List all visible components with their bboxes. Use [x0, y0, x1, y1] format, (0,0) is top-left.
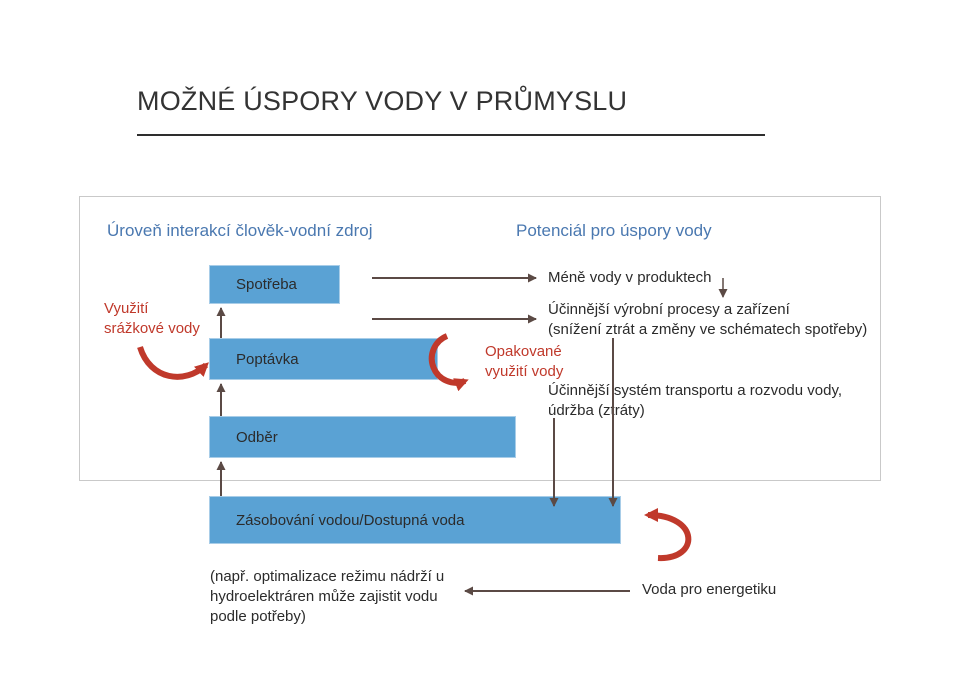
potential-transport-line-2: údržba (ztráty) — [548, 402, 645, 419]
box-poptavka-label: Poptávka — [236, 350, 299, 368]
potential-less-water: Méně vody v produktech — [548, 269, 712, 286]
note-line-3: podle potřeby) — [210, 608, 306, 625]
potential-efficient-processes-line-2: (snížení ztrát a změny ve schématech spotřeby) — [548, 321, 868, 338]
reuse-line-2: využití vody — [485, 363, 564, 380]
energy-curved-arrow — [648, 515, 688, 558]
header-interaction-levels: Úroveň interakcí člověk-vodní zdroj — [107, 221, 373, 240]
box-odber-label: Odběr — [236, 428, 278, 446]
reuse-circular-arrow — [432, 336, 465, 383]
reuse-line-1: Opakované — [485, 343, 562, 360]
header-savings-potential: Potenciál pro úspory vody — [516, 221, 712, 240]
rainwater-line-2: srážkové vody — [104, 320, 200, 337]
rainwater-line-1: Využití — [104, 300, 149, 317]
rainwater-curved-arrow — [140, 347, 206, 377]
note-line-2: hydroelektráren může zajistit vodu — [210, 588, 438, 605]
potential-transport-line-1: Účinnější systém transportu a rozvodu vody, — [548, 382, 843, 399]
energy-label: Voda pro energetiku — [642, 581, 777, 598]
box-spotreba-label: Spotřeba — [236, 276, 297, 293]
note-line-1: (např. optimalizace režimu nádrží u — [210, 568, 445, 585]
box-zasobovani-label: Zásobování vodou/Dostupná voda — [236, 511, 465, 529]
page-title: MOŽNÉ ÚSPORY VODY V PRŮMYSLU — [137, 86, 628, 116]
potential-efficient-processes-line-1: Účinnější výrobní procesy a zařízení — [548, 301, 790, 318]
